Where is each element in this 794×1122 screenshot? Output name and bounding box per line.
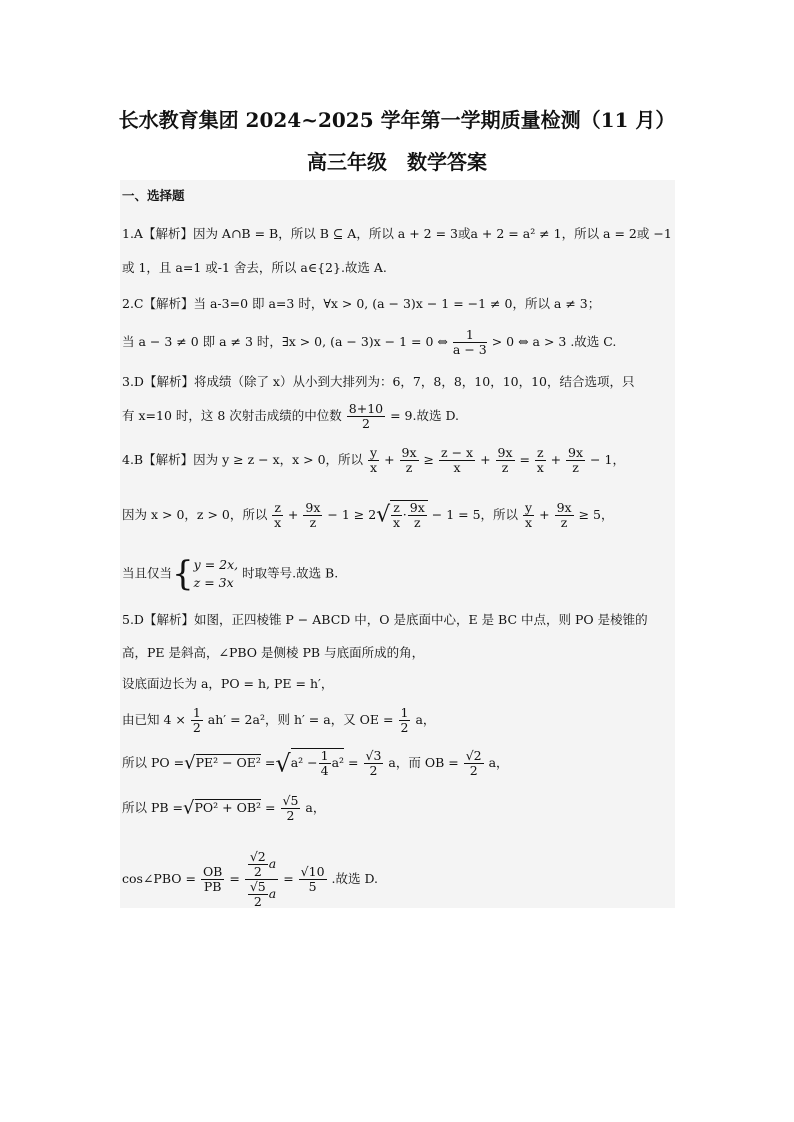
q5-l5-text-c: a， (488, 755, 509, 770)
q2-frac-num: 1 (453, 328, 487, 343)
q4-l1-frac-5 (535, 446, 546, 475)
frac-num: 9x (497, 445, 513, 460)
q4-l1-text: 4.B【解析】因为 y ≥ z − x，x > 0，所以 (122, 452, 364, 467)
q5-line-4 (122, 706, 435, 735)
frac-den: z (501, 460, 509, 475)
frac-den: z (560, 515, 568, 530)
q5-line-5 (122, 748, 509, 778)
frac-den: z (405, 460, 413, 475)
page-title: 长水教育集团 2024~2025 学年第一学期质量检测（11 月） (118, 108, 676, 132)
sqrt-text-b: a² (331, 755, 345, 770)
frac-den: 4 (320, 763, 329, 778)
frac-num: √2 (465, 748, 482, 763)
frac-den: 5 (308, 879, 317, 894)
frac-num: y (525, 500, 533, 515)
frac-den: 2 (286, 808, 295, 823)
q3-frac-den: 2 (361, 416, 370, 431)
sqrt-frac (319, 749, 331, 778)
sqrt-frac-1 (391, 501, 402, 530)
equation-system (194, 556, 238, 592)
q5-l4-text-a: 由已知 4 × (122, 712, 186, 727)
q5-line-6 (122, 794, 325, 823)
q5-l4-text-c: a， (415, 712, 436, 727)
q5-l5-text-a: 所以 PO = (122, 755, 185, 770)
frac-den: x (453, 460, 461, 475)
q4-l1-op: ≥ (423, 452, 435, 467)
frac-den: x (274, 515, 282, 530)
q5-l4-text-b: ah′ = 2a²，则 h′ = a，又 OE = (207, 712, 394, 727)
sqrt-sign: √ (183, 797, 195, 819)
q5-l7-text-a: cos∠PBO = (122, 871, 196, 886)
q4-line-2 (122, 500, 613, 530)
frac-num: 1 (192, 705, 201, 720)
q5-l5-text-b: a，而 OB = (388, 755, 459, 770)
q2-line-1: 2.C【解析】当 a-3=0 即 a=3 时，∀x > 0, (a − 3)x − 1 = −1 ≠ 0，所以 a ≠ 3； (122, 296, 601, 311)
equals-sign: = (264, 755, 276, 770)
q5-l6-text-b: a， (305, 800, 326, 815)
q5-l4-frac-2 (399, 706, 411, 735)
sqrt-text-a: a² − (290, 755, 318, 770)
frac-num: z (274, 500, 281, 515)
q4-l2-mid: − 1 ≥ 2 (327, 507, 377, 522)
frac-num: 9x (305, 500, 321, 515)
frac-den: 2 (369, 763, 378, 778)
q4-l3-text-b: 时取等号.故选 B. (242, 565, 339, 581)
frac-num: 1 (320, 748, 329, 763)
q3-text-b: = 9.故选 D. (390, 408, 459, 423)
q3-text-a: 有 x=10 时，这 8 次射击成绩的中位数 (122, 408, 342, 423)
frac-num: 9x (556, 500, 572, 515)
q3-line-2 (122, 402, 459, 431)
frac-den: PB (203, 879, 222, 894)
frac-den: 2 (253, 864, 262, 879)
frac-den: z (309, 515, 317, 530)
q5-line-7 (122, 850, 378, 909)
q4-l1-frac-6 (566, 446, 585, 475)
frac-num: z (537, 445, 544, 460)
q1-line-2: 或 1，且 a=1 或-1 舍去，所以 a∈{2}.故选 A. (122, 260, 387, 275)
q4-l1-frac-4 (496, 446, 515, 475)
complex-frac-bottom (245, 880, 278, 909)
q5-l5-frac-3 (464, 749, 484, 778)
q5-l6-sqrt: PO² + OB² (194, 800, 262, 815)
frac-num: y (370, 445, 378, 460)
frac-den: 2 (400, 720, 409, 735)
q4-l1-op: = (519, 452, 531, 467)
q2-frac-den: a − 3 (452, 342, 487, 357)
q4-l2-text: 因为 x > 0，z > 0，所以 (122, 507, 268, 522)
q4-l2-tail1: − 1 = 5，所以 (431, 507, 519, 522)
equals-sign: = (265, 800, 276, 815)
q4-l1-frac-2 (400, 446, 419, 475)
q4-l2-sqrt (390, 500, 428, 530)
frac-num: 9x (568, 445, 584, 460)
equals-sign: = (348, 755, 359, 770)
frac-num: 1 (400, 705, 409, 720)
var-a: a (268, 886, 277, 901)
q4-l1-op: + (384, 452, 395, 467)
frac-num: 9x (409, 500, 425, 515)
q5-line-3: 设底面边长为 a，PO = h, PE = h′， (122, 676, 334, 691)
frac-num: √5 (282, 793, 299, 808)
q4-l2-op: + (287, 507, 299, 522)
q3-line-1: 3.D【解析】将成绩（除了 x）从小到大排列为：6，7，8，8，10，10，10，结合选项，只 (122, 374, 635, 389)
q5-l5-frac-2 (364, 749, 384, 778)
q3-fraction (347, 402, 385, 431)
frac-num: √3 (365, 748, 382, 763)
inner-frac-bottom (248, 880, 268, 909)
q1-line-1: 1.A【解析】因为 A∩B = B，所以 B ⊆ A，所以 a + 2 = 3或a + 2 = a² ≠ 1，所以 a = 2或 −1 (122, 226, 672, 241)
q5-l7-complex-frac (245, 850, 278, 909)
q2-text-b: > 0 ⇔ a > 3 .故选 C. (491, 334, 617, 349)
inner-frac-top (248, 850, 268, 879)
q4-l1-op: + (550, 452, 562, 467)
frac-num: z − x (441, 445, 474, 460)
brace-icon: { (172, 554, 194, 594)
q5-line-2: 高，PE 是斜高，∠PBO 是侧棱 PB 与底面所成的角， (122, 645, 425, 660)
frac-num: √10 (300, 864, 325, 879)
frac-den: 2 (192, 720, 201, 735)
q5-l5-sqrt-2 (291, 748, 344, 778)
equals-sign: = (229, 871, 240, 886)
dot-operator: · (402, 507, 407, 522)
q4-l1-frac-3 (439, 446, 475, 475)
frac-den: 2 (469, 763, 478, 778)
frac-den: x (392, 515, 401, 530)
q5-line-1: 5.D【解析】如图，正四棱锥 P − ABCD 中，O 是底面中心，E 是 BC 中点，则 PO 是棱锥的 (122, 612, 648, 627)
frac-den: x (536, 460, 544, 475)
system-eq-2: z = 3x (193, 575, 234, 590)
sqrt-sign: √ (184, 752, 196, 774)
frac-num: z (393, 500, 400, 515)
q3-frac-num: 8+10 (348, 401, 384, 416)
frac-den: x (370, 460, 378, 475)
q5-l6-frac (281, 794, 301, 823)
q4-l2-frac-3 (523, 501, 534, 530)
q5-l6-text-a: 所以 PB = (122, 800, 184, 815)
q4-l1-tail: − 1， (590, 452, 625, 467)
page-subtitle: 高三年级 数学答案 (307, 150, 487, 174)
section-heading: 一、选择题 (122, 188, 185, 203)
q4-l2-frac-2 (303, 501, 322, 530)
var-a: a (268, 856, 277, 871)
q2-text-a: 当 a − 3 ≠ 0 即 a ≠ 3 时，∃x > 0, (a − 3)x − 1 = 0 ⇔ (122, 334, 448, 349)
q4-l2-frac-4 (555, 501, 574, 530)
sqrt-sign: √ (376, 502, 391, 528)
frac-num: √5 (249, 879, 266, 894)
equals-sign: = (283, 871, 294, 886)
q4-line-1 (122, 446, 625, 475)
q4-l2-frac-1 (272, 501, 283, 530)
q4-l2-op: + (539, 507, 550, 522)
q5-l5-sqrt-1: PE² − OE² (195, 755, 261, 770)
q4-l1-frac-1 (368, 446, 379, 475)
q4-l1-op: + (480, 452, 491, 467)
q5-l7-frac-2 (299, 865, 327, 894)
complex-frac-top (245, 850, 278, 880)
frac-den: 2 (253, 894, 262, 909)
system-eq-1: y = 2x, (193, 557, 239, 572)
q4-l2-tail2: ≥ 5， (578, 507, 614, 522)
frac-num: OB (202, 864, 223, 879)
sqrt-frac-2 (408, 501, 427, 530)
frac-den: z (413, 515, 421, 530)
sqrt-sign: √ (275, 749, 291, 778)
frac-num: √2 (249, 849, 266, 864)
q5-l7-text-b: .故选 D. (331, 871, 379, 886)
q5-l7-frac-1 (201, 865, 224, 894)
q4-line-3 (122, 556, 338, 592)
q2-fraction (453, 328, 487, 357)
q5-l4-frac-1 (191, 706, 203, 735)
frac-den: x (525, 515, 533, 530)
q4-l3-text-a: 当且仅当 (122, 565, 173, 581)
frac-den: z (572, 460, 579, 475)
q2-line-2 (122, 328, 616, 357)
frac-num: 9x (401, 445, 417, 460)
